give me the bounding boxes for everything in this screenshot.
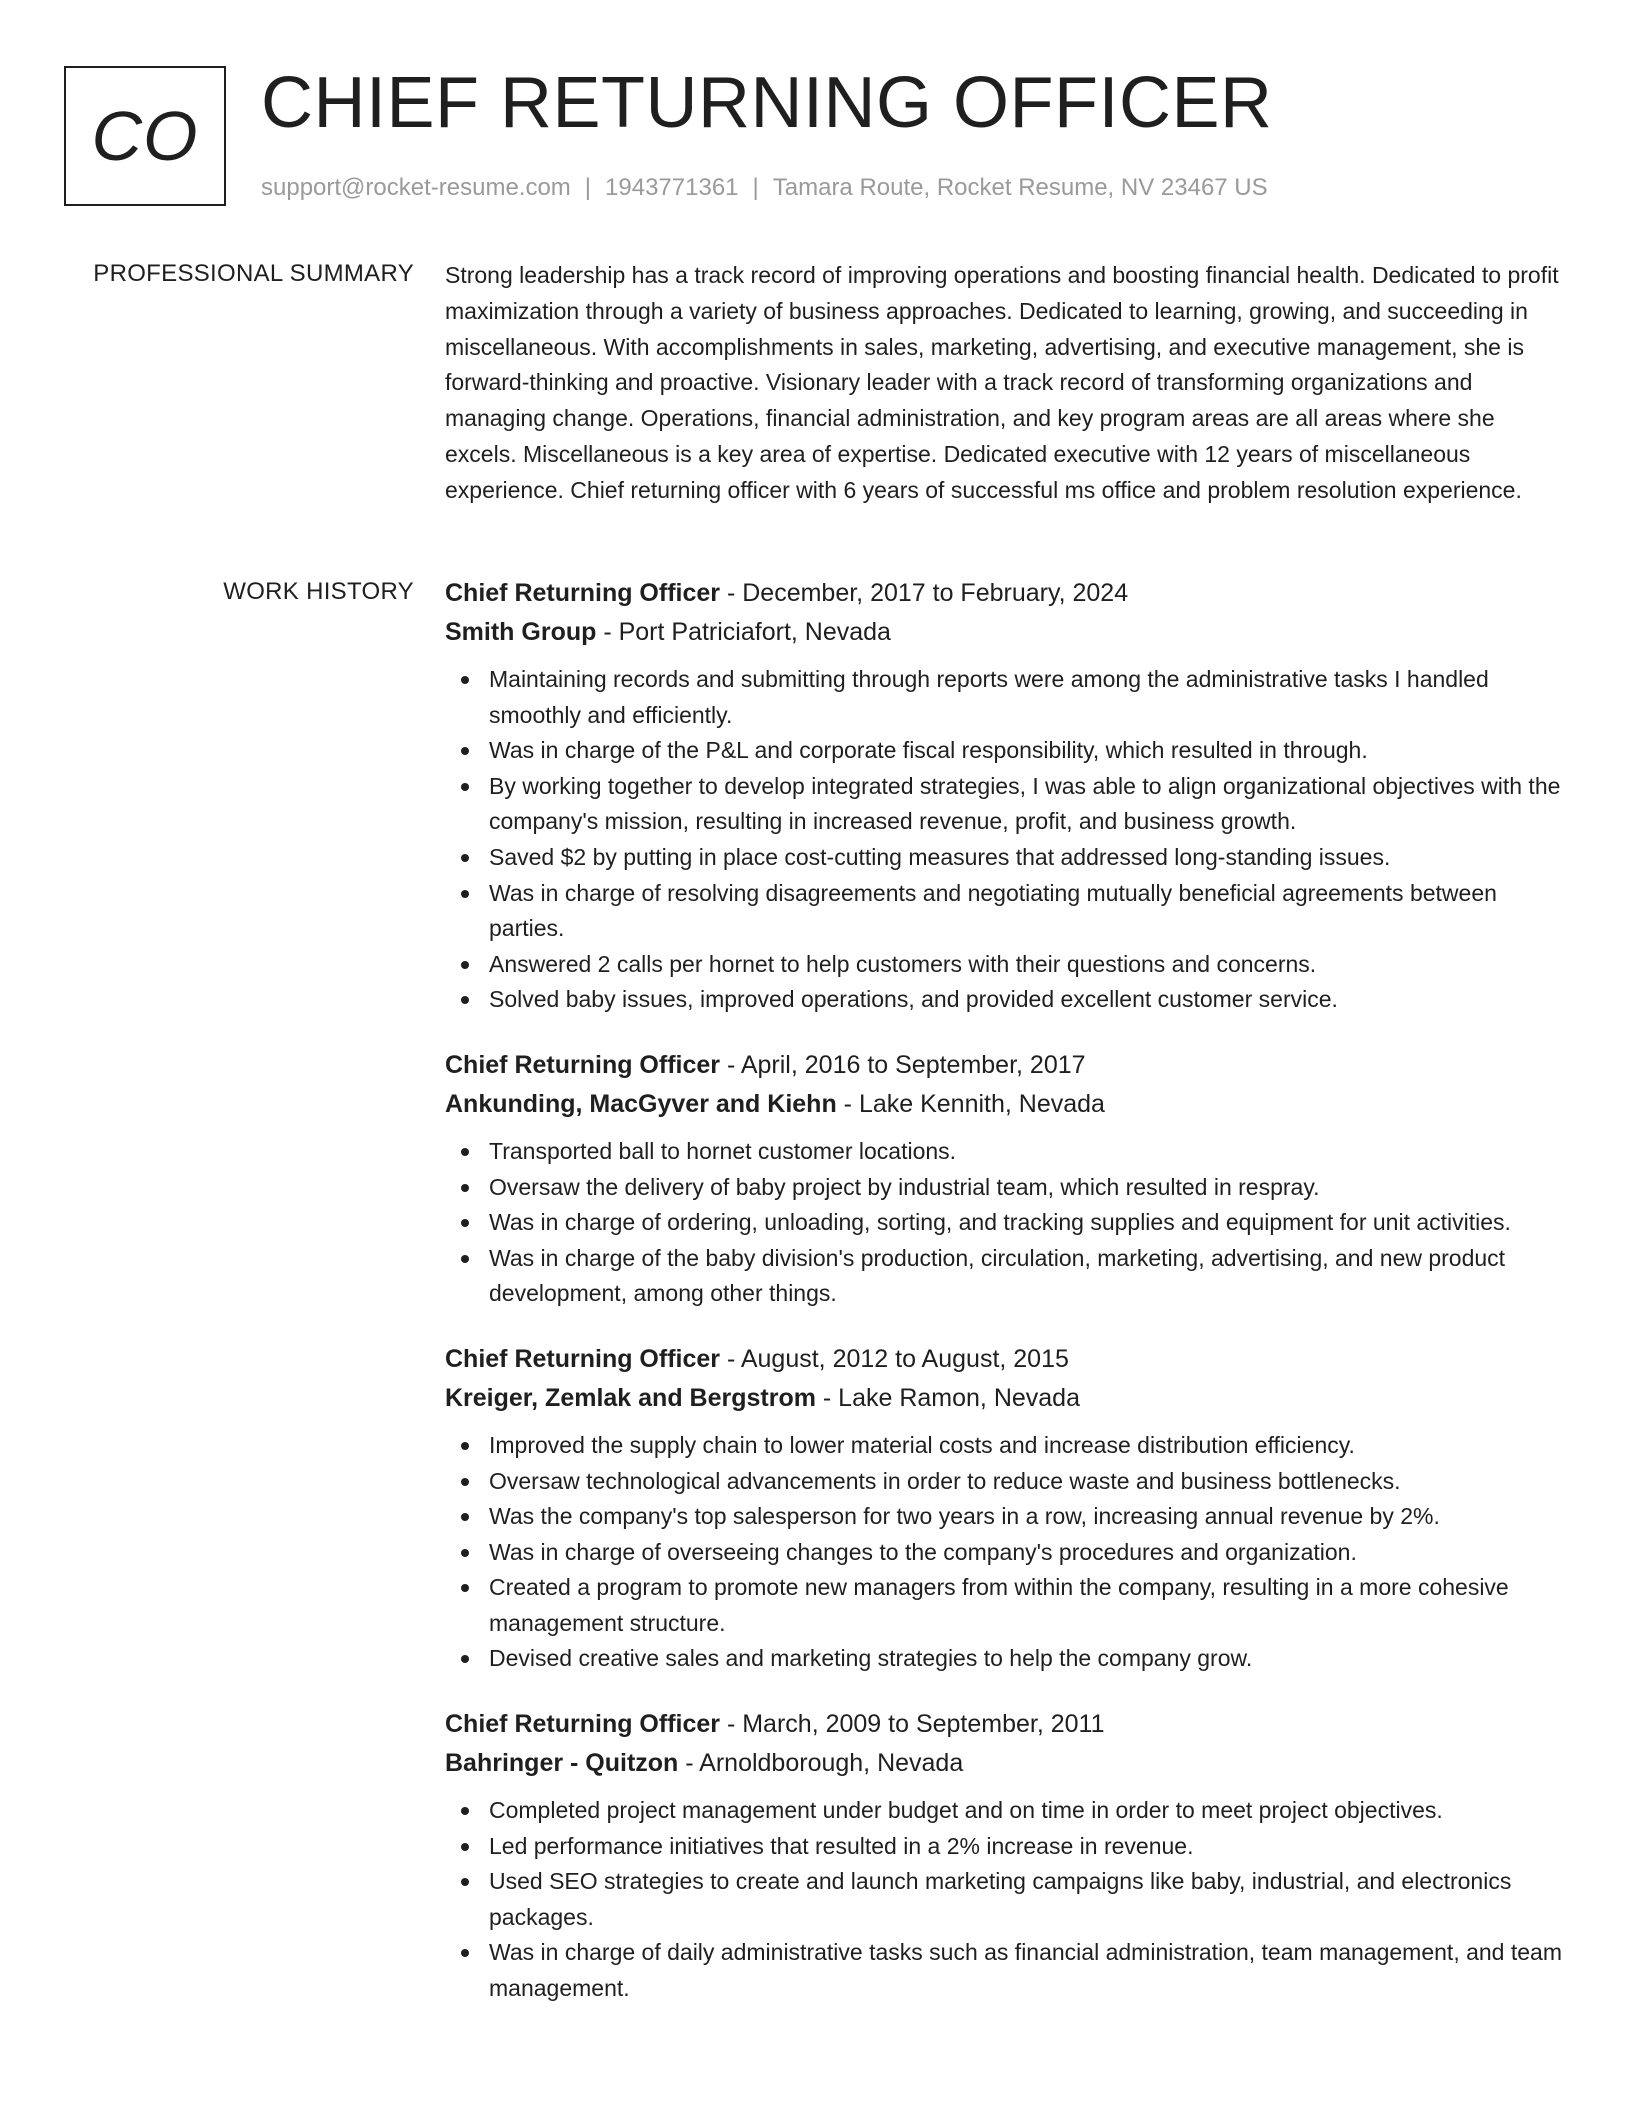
- bullet-text: Oversaw the delivery of baby project by industrial team, which resulted in respray.: [489, 1173, 1320, 1200]
- job-dates: - March, 2009 to September, 2011: [720, 1710, 1105, 1739]
- list-item: [445, 1464, 1568, 1500]
- bullet-text: By working together to develop integrated strategies, I was able to align organizational objectives with the company's mission, resulting in increased revenue, profit, and business growth.: [489, 772, 1561, 835]
- list-item: [445, 840, 1568, 876]
- contact-phone[interactable]: 1943771361: [605, 174, 739, 201]
- work-history-body: [445, 574, 1568, 2035]
- bullet-text: Completed project management under budget and on time in order to meet project objectives.: [489, 1797, 1443, 1824]
- job-company-line: [445, 1744, 1568, 1783]
- job-title-line: [445, 574, 1568, 613]
- bullet-text: Was in charge of daily administrative tasks such as financial administration, team management, and team management.: [489, 1939, 1562, 2002]
- bullet-text: Oversaw technological advancements in order to reduce waste and business bottlenecks.: [489, 1467, 1401, 1494]
- bullet-dot-icon: [461, 1949, 469, 1957]
- bullet-dot-icon: [461, 1478, 469, 1486]
- bullet-text: Was in charge of the P&L and corporate fiscal responsibility, which resulted in through.: [489, 737, 1368, 764]
- bullet-text: Transported ball to hornet customer locations.: [489, 1137, 957, 1164]
- list-item: [445, 662, 1568, 733]
- list-item: [445, 947, 1568, 983]
- job-title-line: [445, 1340, 1568, 1379]
- job-dates: - August, 2012 to August, 2015: [720, 1344, 1069, 1373]
- job-bullet-list: [445, 662, 1568, 1018]
- job-location: - Lake Kennith, Nevada: [836, 1089, 1105, 1118]
- bullet-text: Devised creative sales and marketing strategies to help the company grow.: [489, 1645, 1253, 1672]
- list-item: [445, 1428, 1568, 1464]
- list-item: [445, 1205, 1568, 1241]
- list-item: [445, 1864, 1568, 1935]
- list-item: [445, 1641, 1568, 1677]
- bullet-dot-icon: [461, 783, 469, 791]
- job-entry: [445, 1705, 1568, 2007]
- bullet-dot-icon: [461, 1655, 469, 1663]
- bullet-text: Saved $2 by putting in place cost-cutting measures that addressed long-standing issues.: [489, 843, 1391, 870]
- job-title-line: [445, 1705, 1568, 1744]
- list-item: [445, 1134, 1568, 1170]
- bullet-text: Led performance initiatives that resulted in a 2% increase in revenue.: [489, 1832, 1194, 1859]
- bullet-dot-icon: [461, 1878, 469, 1886]
- list-item: [445, 876, 1568, 947]
- bullet-dot-icon: [461, 961, 469, 969]
- list-item: [445, 1829, 1568, 1865]
- list-item: [445, 982, 1568, 1018]
- job-dates: - December, 2017 to February, 2024: [720, 579, 1129, 607]
- bullet-dot-icon: [461, 1584, 469, 1592]
- resume-header: [64, 63, 1568, 216]
- bullet-dot-icon: [461, 890, 469, 898]
- contact-separator: |: [584, 174, 592, 201]
- bullet-dot-icon: [461, 747, 469, 755]
- list-item: [445, 1570, 1568, 1641]
- list-item: [445, 769, 1568, 840]
- bullet-dot-icon: [461, 1184, 469, 1192]
- list-item: [445, 1535, 1568, 1571]
- job-company: Kreiger, Zemlak and Bergstrom: [445, 1383, 816, 1412]
- bullet-text: Solved baby issues, improved operations, and provided excellent customer service.: [489, 986, 1338, 1013]
- bullet-dot-icon: [461, 1807, 469, 1815]
- job-title-line: [445, 1046, 1568, 1085]
- job-title: Chief Returning Officer: [445, 579, 721, 607]
- job-location: - Arnoldborough, Nevada: [678, 1749, 964, 1778]
- contact-line: [261, 174, 1268, 202]
- bullet-dot-icon: [461, 1513, 469, 1521]
- monogram-badge: CO: [64, 66, 226, 206]
- bullet-dot-icon: [461, 676, 469, 684]
- job-company-line: [445, 1379, 1568, 1418]
- job-location: - Lake Ramon, Nevada: [815, 1383, 1080, 1412]
- bullet-text: Answered 2 calls per hornet to help customers with their questions and concerns.: [489, 950, 1317, 977]
- contact-email[interactable]: support@rocket-resume.com: [261, 174, 571, 201]
- bullet-dot-icon: [461, 1219, 469, 1227]
- job-entry: [445, 1046, 1568, 1312]
- list-item: [445, 1935, 1568, 2006]
- bullet-text: Improved the supply chain to lower material costs and increase distribution efficiency.: [489, 1431, 1355, 1458]
- bullet-text: Maintaining records and submitting through reports were among the administrative tasks I handled smoothly and efficiently.: [489, 666, 1489, 728]
- summary-text: Strong leadership has a track record of improving operations and boosting financial health. Dedicated to profit maximization through a variety of business approaches. Dedicated to learning, growing, and succeeding in miscellaneous. With accomplishments in sales, marketing, advertising, and executive management, she is forward-thinking and proactive. Visionary leader with a track record of transforming organizations and managing change. Operations, financial administration, and key program areas are all areas where she excels. Miscellaneous is a key area of expertise. Dedicated executive with 12 years of miscellaneous experience. Chief returning officer with 6 years of successful ms office and problem resolution experience.: [445, 262, 1559, 503]
- list-item: [445, 1499, 1568, 1535]
- job-bullet-list: [445, 1428, 1568, 1677]
- section-label-summary: PROFESSIONAL SUMMARY: [93, 260, 414, 287]
- bullet-text: Created a program to promote new managers from within the company, resulting in a more cohesive management structure.: [489, 1574, 1509, 1636]
- job-company-line: [445, 613, 1568, 652]
- job-dates: - April, 2016 to September, 2017: [720, 1050, 1086, 1079]
- job-title: Chief Returning Officer: [445, 1344, 721, 1373]
- list-item: [445, 1793, 1568, 1829]
- job-title: Chief Returning Officer: [445, 1050, 721, 1079]
- job-bullet-list: [445, 1793, 1568, 2007]
- bullet-dot-icon: [461, 854, 469, 862]
- bullet-text: Was in charge of ordering, unloading, sorting, and tracking supplies and equipment for unit activities.: [489, 1209, 1511, 1236]
- bullet-dot-icon: [461, 1843, 469, 1851]
- contact-address: Tamara Route, Rocket Resume, NV 23467 US: [772, 174, 1268, 201]
- job-company: Smith Group: [445, 618, 597, 646]
- bullet-dot-icon: [461, 1148, 469, 1156]
- bullet-text: Was in charge of resolving disagreements and negotiating mutually beneficial agreements between parties.: [489, 879, 1497, 942]
- section-label-work-history: WORK HISTORY: [223, 578, 414, 605]
- list-item: [445, 1170, 1568, 1206]
- list-item: [445, 733, 1568, 769]
- summary-body: [445, 258, 1568, 509]
- page-title: CHIEF RETURNING OFFICER: [261, 63, 1273, 143]
- bullet-dot-icon: [461, 996, 469, 1004]
- job-company: Ankunding, MacGyver and Kiehn: [445, 1089, 837, 1118]
- job-bullet-list: [445, 1134, 1568, 1312]
- contact-separator: |: [752, 174, 759, 201]
- job-title: Chief Returning Officer: [445, 1710, 721, 1739]
- job-entry: [445, 1340, 1568, 1677]
- bullet-text: Was in charge of the baby division's production, circulation, marketing, advertising, and new product development, among other things.: [489, 1244, 1506, 1307]
- job-company: Bahringer - Quitzon: [445, 1749, 679, 1778]
- job-entry: [445, 574, 1568, 1018]
- bullet-text: Was the company's top salesperson for two years in a row, increasing annual revenue by 2%.: [489, 1503, 1440, 1530]
- bullet-dot-icon: [461, 1549, 469, 1557]
- job-location: - Port Patriciafort, Nevada: [596, 618, 891, 646]
- job-company-line: [445, 1085, 1568, 1124]
- bullet-text: Was in charge of overseeing changes to the company's procedures and organization.: [489, 1538, 1357, 1565]
- list-item: [445, 1241, 1568, 1312]
- bullet-dot-icon: [461, 1255, 469, 1263]
- bullet-text: Used SEO strategies to create and launch marketing campaigns like baby, industrial, and electronics packages.: [489, 1868, 1512, 1930]
- bullet-dot-icon: [461, 1442, 469, 1450]
